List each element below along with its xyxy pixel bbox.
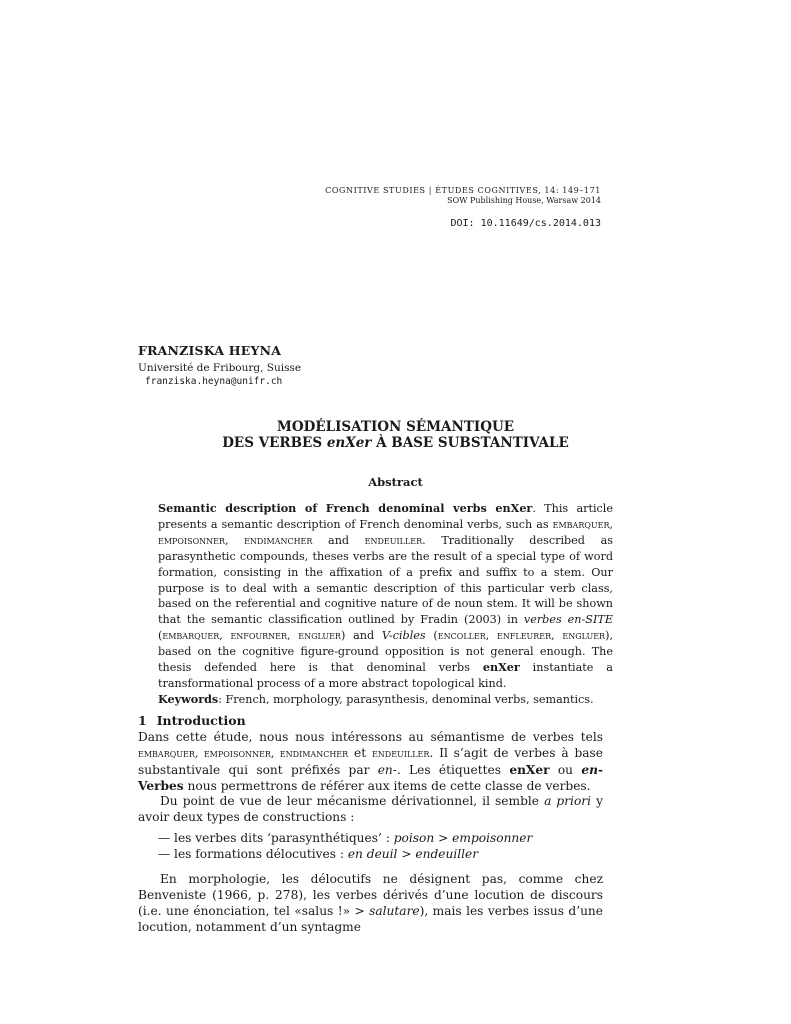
- body-text: nous permettrons de référer aux items de cette classe de verbes.: [183, 779, 591, 793]
- publisher-line: SOW Publishing House, Warsaw 2014: [447, 196, 601, 205]
- abstract-text: instantiate a transformational process of a more abstract topological kind.: [158, 661, 613, 690]
- author-name: FRANZISKA HEYNA: [138, 343, 282, 358]
- body-text: et: [348, 746, 372, 760]
- paper-title-line-1: MODÉLISATION SÉMANTIQUE: [276, 419, 515, 435]
- body-term: en-: [377, 763, 397, 777]
- keywords-label: Keywords: [158, 691, 219, 706]
- intro-paragraph-2: [138, 793, 603, 825]
- body-term: embarquer, empoisonner, endimancher: [138, 747, 349, 760]
- body-text: . Il s’agit de verbes à base substantivale qui sont préfixés par: [138, 746, 603, 777]
- abstract-text: ) and: [340, 629, 382, 643]
- body-text: . Les étiquettes: [396, 763, 510, 777]
- abstract-term: verbes en-SITE: [523, 613, 613, 627]
- body-term: enXer: [509, 763, 550, 777]
- keywords-list: : French, morphology, parasynthesis, denominal verbs, semantics.: [218, 692, 594, 706]
- abstract-term: embarquer, enfourner, engluer: [162, 629, 341, 643]
- abstract-text: . This article presents a semantic description of French denominal verbs, such as: [158, 502, 614, 531]
- body-text: >: [397, 847, 416, 861]
- section-heading: [138, 713, 246, 728]
- intro-paragraph-1: [138, 729, 603, 794]
- abstract-paragraph: [158, 501, 613, 692]
- example-item-1: [158, 831, 532, 845]
- doi: DOI: 10.11649/cs.2014.013: [450, 218, 601, 229]
- intro-paragraph-3: [138, 871, 603, 935]
- example-item-2: [158, 847, 478, 861]
- body-term: endeuiller: [371, 747, 430, 760]
- abstract-text: ), based on the cognitive figure-ground opposition is not general enough. The thesis defended here is that denominal verbs: [158, 629, 614, 675]
- abstract-term: encoller, enfleurer, engluer: [437, 629, 606, 643]
- keywords: [158, 692, 613, 708]
- section-number: 1: [138, 713, 147, 728]
- title-text: À BASE SUBSTANTIVALE: [371, 435, 569, 451]
- section-title: Introduction: [156, 713, 246, 728]
- title-emphasis: enXer: [326, 435, 372, 451]
- abstract-text: (: [158, 629, 163, 643]
- abstract-heading: Abstract: [368, 475, 423, 489]
- abstract-term: V-cibles: [381, 629, 426, 643]
- body-text: — les verbes dits ‘parasynthétiques’ :: [158, 831, 394, 845]
- body-term: en deuil: [347, 847, 398, 861]
- author-affiliation: Université de Fribourg, Suisse: [138, 362, 302, 374]
- body-term: empoisonner: [452, 831, 533, 845]
- abstract-term: embarquer, empoisonner, endimancher: [158, 517, 613, 547]
- abstract-text: (: [425, 629, 438, 643]
- body-term: salutare: [369, 904, 420, 918]
- journal-citation: COGNITIVE STUDIES | ÉTUDES COGNITIVES, 14: 149–171: [325, 186, 601, 195]
- body-text: ), mais les verbes issus d’une locution, notamment d’un syntagme: [138, 904, 603, 934]
- title-text: DES VERBES: [222, 435, 327, 451]
- body-text: ou: [549, 763, 582, 777]
- body-text: >: [434, 831, 453, 845]
- body-term: en: [581, 763, 598, 777]
- body-text: Du point de vue de leur mécanisme dérivationnel, il semble: [160, 794, 545, 808]
- body-term: poison: [393, 831, 435, 845]
- body-text: — les formations délocutives :: [158, 847, 348, 861]
- body-term: -Verbes: [138, 763, 603, 793]
- abstract-term: endeuiller: [364, 533, 423, 547]
- abstract-text: . Traditionally described as parasynthetic compounds, theses verbs are the result of a special type of word formation, consisting in the affixation of a prefix and suffix to a stem. Our purpose is to deal with a semantic description of this particular verb class, based on the referential and cognitive nature of de noun stem. It will be shown that the semantic classification outlined by Fradin (2003) in: [158, 533, 613, 627]
- body-text: Dans cette étude, nous nous intéressons au sémantisme de verbes tels: [138, 730, 603, 744]
- abstract-body: [158, 501, 613, 708]
- abstract-term: enXer: [482, 660, 520, 675]
- body-text: y avoir deux types de constructions :: [138, 794, 603, 824]
- paper-title-line-2: [138, 435, 653, 451]
- abstract-lead: Semantic description of French denominal verbs enXer: [158, 501, 533, 515]
- abstract-text: and: [312, 533, 365, 547]
- body-text: En morphologie, les délocutifs ne désignent pas, comme chez Benveniste (1966, p. 278), les verbes dérivés d’une locution de discours (i.e. une énonciation, tel «salus !» >: [138, 872, 603, 918]
- author-email: franziska.heyna@unifr.ch: [145, 376, 283, 387]
- body-term: endeuiller: [415, 847, 479, 861]
- body-term: a priori: [544, 794, 592, 808]
